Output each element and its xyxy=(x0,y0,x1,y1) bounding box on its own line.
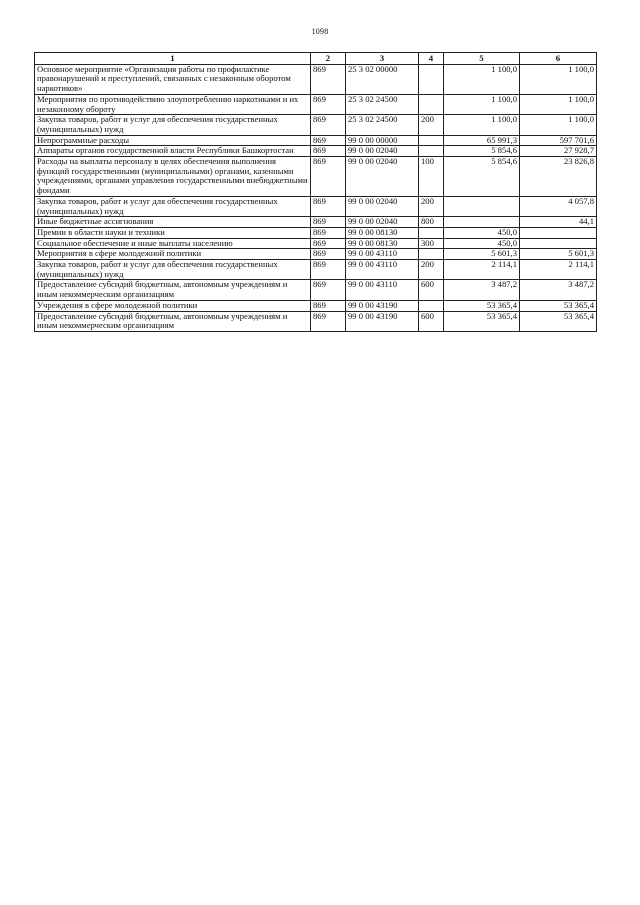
amount-col5-cell: 1 100,0 xyxy=(444,64,520,94)
amount-col5-cell: 5 854,6 xyxy=(444,146,520,157)
target-article-cell: 99 0 00 08130 xyxy=(346,238,419,249)
expense-type-cell: 200 xyxy=(419,196,444,216)
column-header: 6 xyxy=(520,53,597,65)
target-article-cell: 25 3 02 00000 xyxy=(346,64,419,94)
expense-type-cell: 300 xyxy=(419,238,444,249)
ministry-code-cell: 869 xyxy=(311,260,346,280)
amount-col5-cell: 65 991,3 xyxy=(444,135,520,146)
amount-col5-cell xyxy=(444,217,520,228)
amount-col6-cell: 3 487,2 xyxy=(520,280,597,300)
expense-name-cell: Непрограммные расходы xyxy=(35,135,311,146)
expense-type-cell xyxy=(419,249,444,260)
expense-type-cell: 800 xyxy=(419,217,444,228)
ministry-code-cell: 869 xyxy=(311,311,346,331)
expense-name-cell: Предоставление субсидий бюджетным, автономным учреждениям и иным некоммерческим организациям xyxy=(35,280,311,300)
target-article-cell: 99 0 00 02040 xyxy=(346,196,419,216)
amount-col6-cell xyxy=(520,227,597,238)
target-article-cell: 99 0 00 02040 xyxy=(346,217,419,228)
amount-col6-cell: 5 601,3 xyxy=(520,249,597,260)
amount-col5-cell: 53 365,4 xyxy=(444,311,520,331)
target-article-cell: 99 0 00 43190 xyxy=(346,311,419,331)
expense-type-cell: 200 xyxy=(419,260,444,280)
expense-name-cell: Премии в области науки и техники xyxy=(35,227,311,238)
amount-col5-cell: 5 601,3 xyxy=(444,249,520,260)
amount-col6-cell: 23 826,8 xyxy=(520,157,597,197)
expense-type-cell xyxy=(419,94,444,114)
ministry-code-cell: 869 xyxy=(311,157,346,197)
amount-col5-cell: 1 100,0 xyxy=(444,94,520,114)
ministry-code-cell: 869 xyxy=(311,238,346,249)
table-row xyxy=(35,157,597,197)
amount-col5-cell: 5 854,6 xyxy=(444,157,520,197)
expense-name-cell: Мероприятия в сфере молодежной политики xyxy=(35,249,311,260)
expense-type-cell xyxy=(419,300,444,311)
amount-col6-cell: 44,1 xyxy=(520,217,597,228)
target-article-cell: 99 0 00 02040 xyxy=(346,157,419,197)
column-header: 3 xyxy=(346,53,419,65)
expense-name-cell: Основное мероприятие «Организация работы по профилактике правонарушений и преступлений, связанных с незаконным оборотом наркотиков» xyxy=(35,64,311,94)
expense-name-cell: Мероприятия по противодействию злоупотреблению наркотиками и их незаконному обороту xyxy=(35,94,311,114)
expense-name-cell: Расходы на выплаты персоналу в целях обеспечения выполнения функций государственными (муниципальными) органами, казенными учреждениями, органами управления государственными внебюджетными фондами xyxy=(35,157,311,197)
table-row xyxy=(35,64,597,94)
table-row xyxy=(35,217,597,228)
amount-col5-cell: 1 100,0 xyxy=(444,115,520,135)
amount-col6-cell: 1 100,0 xyxy=(520,64,597,94)
expense-type-cell xyxy=(419,135,444,146)
table-row xyxy=(35,227,597,238)
amount-col5-cell: 3 487,2 xyxy=(444,280,520,300)
table-row xyxy=(35,94,597,114)
table-row xyxy=(35,135,597,146)
table-row xyxy=(35,196,597,216)
amount-col5-cell: 2 114,1 xyxy=(444,260,520,280)
column-header: 4 xyxy=(419,53,444,65)
expense-name-cell: Закупка товаров, работ и услуг для обеспечения государственных (муниципальных) нужд xyxy=(35,115,311,135)
table-row xyxy=(35,238,597,249)
expense-name-cell: Закупка товаров, работ и услуг для обеспечения государственных (муниципальных) нужд xyxy=(35,260,311,280)
target-article-cell: 99 0 00 43190 xyxy=(346,300,419,311)
expense-name-cell: Социальное обеспечение и иные выплаты населению xyxy=(35,238,311,249)
ministry-code-cell: 869 xyxy=(311,249,346,260)
table-row xyxy=(35,311,597,331)
target-article-cell: 99 0 00 43110 xyxy=(346,260,419,280)
ministry-code-cell: 869 xyxy=(311,146,346,157)
amount-col6-cell: 1 100,0 xyxy=(520,94,597,114)
expense-name-cell: Закупка товаров, работ и услуг для обеспечения государственных (муниципальных) нужд xyxy=(35,196,311,216)
expense-name-cell: Учреждения в сфере молодежной политики xyxy=(35,300,311,311)
target-article-cell: 25 3 02 24500 xyxy=(346,94,419,114)
column-header: 1 xyxy=(35,53,311,65)
target-article-cell: 99 0 00 43110 xyxy=(346,280,419,300)
expense-type-cell xyxy=(419,227,444,238)
amount-col6-cell: 4 057,8 xyxy=(520,196,597,216)
ministry-code-cell: 869 xyxy=(311,227,346,238)
table-row xyxy=(35,260,597,280)
amount-col6-cell: 597 701,6 xyxy=(520,135,597,146)
ministry-code-cell: 869 xyxy=(311,196,346,216)
ministry-code-cell: 869 xyxy=(311,280,346,300)
ministry-code-cell: 869 xyxy=(311,300,346,311)
ministry-code-cell: 869 xyxy=(311,135,346,146)
expense-type-cell: 100 xyxy=(419,157,444,197)
amount-col6-cell: 27 928,7 xyxy=(520,146,597,157)
amount-col5-cell xyxy=(444,196,520,216)
amount-col5-cell: 450,0 xyxy=(444,238,520,249)
amount-col6-cell: 1 100,0 xyxy=(520,115,597,135)
amount-col5-cell: 450,0 xyxy=(444,227,520,238)
amount-col5-cell: 53 365,4 xyxy=(444,300,520,311)
table-row xyxy=(35,115,597,135)
ministry-code-cell: 869 xyxy=(311,64,346,94)
ministry-code-cell: 869 xyxy=(311,115,346,135)
expense-type-cell: 600 xyxy=(419,311,444,331)
target-article-cell: 25 3 02 24500 xyxy=(346,115,419,135)
column-header: 5 xyxy=(444,53,520,65)
expense-name-cell: Иные бюджетные ассигнования xyxy=(35,217,311,228)
budget-table xyxy=(34,52,597,332)
target-article-cell: 99 0 00 00000 xyxy=(346,135,419,146)
page-number: 1098 xyxy=(311,27,329,36)
column-header: 2 xyxy=(311,53,346,65)
target-article-cell: 99 0 00 02040 xyxy=(346,146,419,157)
ministry-code-cell: 869 xyxy=(311,94,346,114)
amount-col6-cell: 2 114,1 xyxy=(520,260,597,280)
table-row xyxy=(35,280,597,300)
target-article-cell: 99 0 00 43110 xyxy=(346,249,419,260)
table-header-row xyxy=(35,53,597,65)
amount-col6-cell: 53 365,4 xyxy=(520,300,597,311)
expense-name-cell: Аппараты органов государственной власти Республики Башкортостан xyxy=(35,146,311,157)
expense-type-cell xyxy=(419,64,444,94)
table-row xyxy=(35,249,597,260)
expense-type-cell: 600 xyxy=(419,280,444,300)
table-row xyxy=(35,300,597,311)
target-article-cell: 99 0 00 08130 xyxy=(346,227,419,238)
expense-name-cell: Предоставление субсидий бюджетным, автономным учреждениям и иным некоммерческим организациям xyxy=(35,311,311,331)
amount-col6-cell: 53 365,4 xyxy=(520,311,597,331)
table-row xyxy=(35,146,597,157)
ministry-code-cell: 869 xyxy=(311,217,346,228)
amount-col6-cell xyxy=(520,238,597,249)
expense-type-cell xyxy=(419,146,444,157)
expense-type-cell: 200 xyxy=(419,115,444,135)
